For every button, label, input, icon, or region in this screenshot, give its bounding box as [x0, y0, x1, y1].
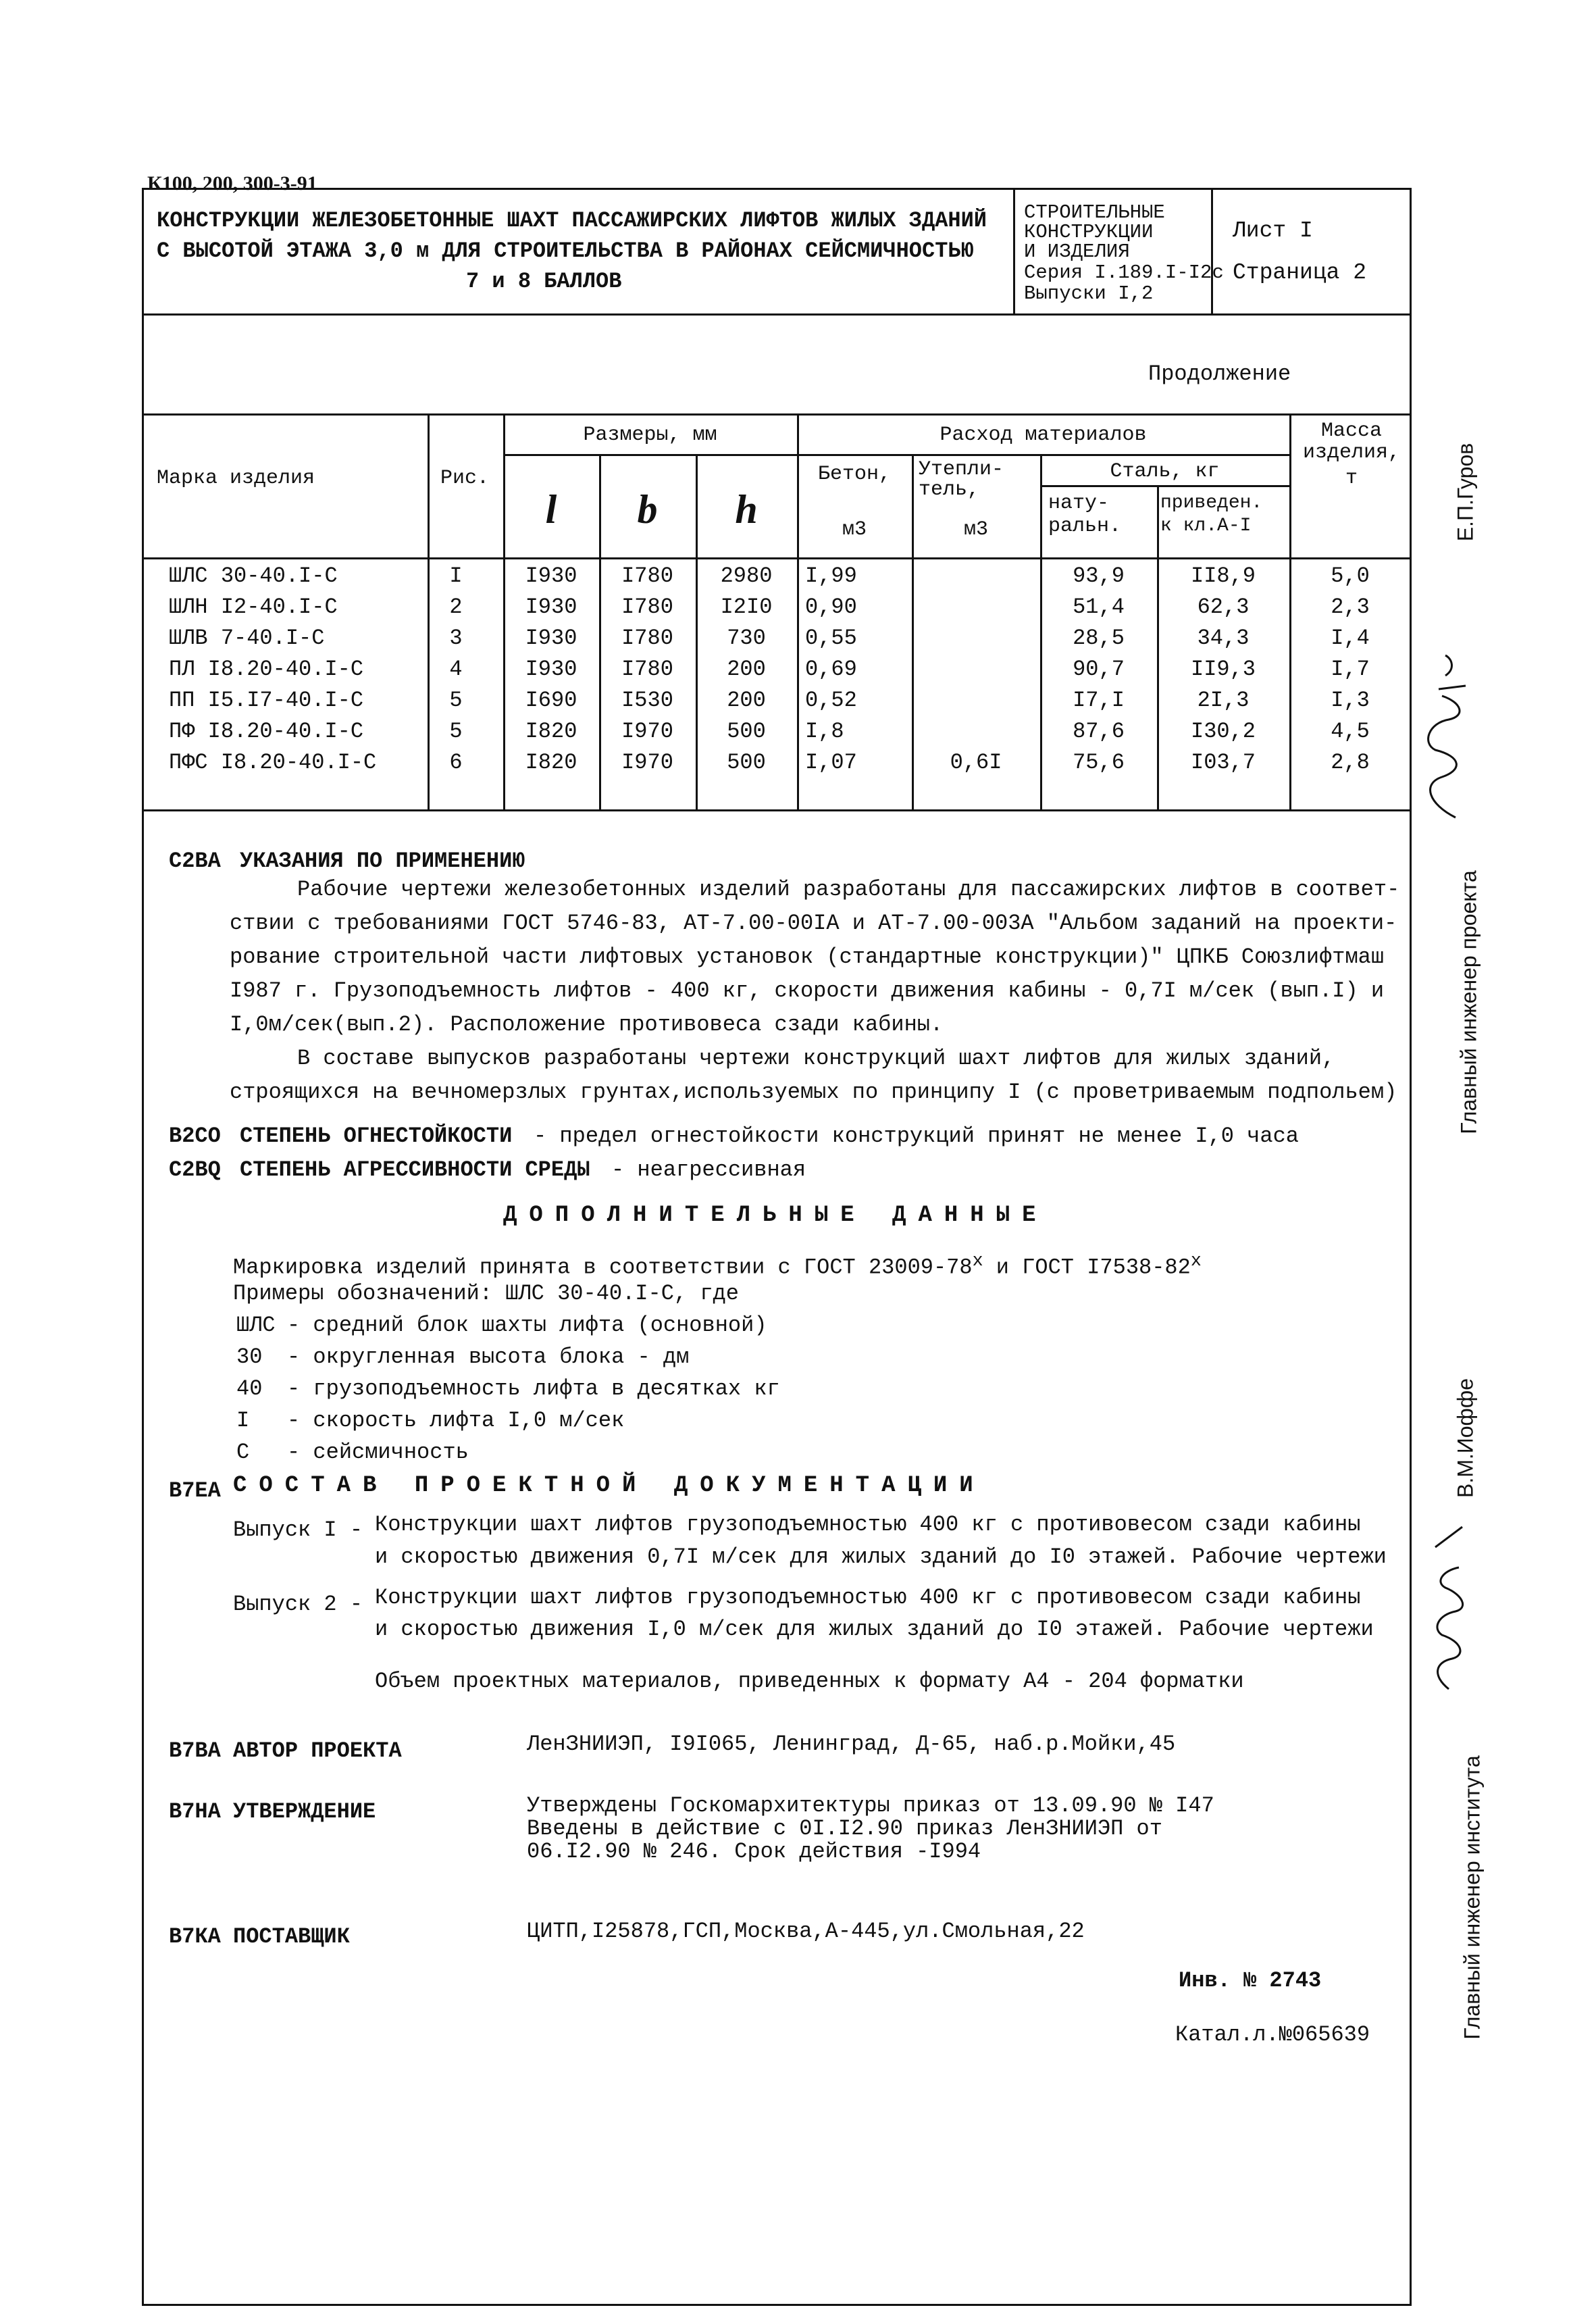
table-cell-l: I930: [525, 595, 577, 620]
legend-key: С: [236, 1440, 250, 1465]
side-role-1: Главный инженер проекта: [1456, 870, 1481, 1134]
marking-text: Маркировка изделий принята в соответствии с ГОСТ 23009-78: [233, 1255, 973, 1280]
table-cell-concrete: I,99: [805, 563, 857, 588]
legend-value: - сейсмичность: [287, 1440, 469, 1465]
table-cell-l: I820: [525, 750, 577, 775]
table-cell-h: 200: [727, 657, 766, 682]
table-cell-mass: 2,8: [1331, 750, 1370, 775]
supplier-code: В7КА: [169, 1924, 221, 1949]
column-l: [507, 561, 596, 778]
table-cell-steel-red: 2I,3: [1197, 688, 1250, 713]
series-line-5: Выпуски I,2: [1024, 282, 1154, 305]
table-cell-l: I930: [525, 657, 577, 682]
approval-line: Введены в действие с 0I.I2.90 приказ ЛенЗНИИЭП от: [527, 1816, 1162, 1841]
table-cell-concrete: I,8: [805, 719, 844, 744]
th-steel-red: приведен. к кл.А-I: [1160, 493, 1263, 536]
table-cell-h: I2I0: [720, 595, 773, 620]
table-cell-mass: I,4: [1331, 626, 1370, 651]
series-line-3: И ИЗДЕЛИЯ: [1024, 241, 1130, 263]
table-cell-b: I780: [621, 563, 673, 588]
usage-line: рование строительной части лифтовых установок (стандартные конструкции)" ЦПКБ Союзлифтмаш: [230, 945, 1385, 970]
header-divider-2: [1211, 188, 1213, 314]
table-cell-fig: 2: [449, 595, 463, 620]
table-cell-concrete: 0,55: [805, 626, 857, 651]
author-text: ЛенЗНИИЭП, I9I065, Ленинград, Д-65, наб.р.Мойки,45: [527, 1732, 1176, 1757]
col-line-2: [503, 413, 505, 809]
table-rule-subheader: [503, 454, 1289, 456]
issue-2-line-1: Конструкции шахт лифтов грузоподъемностью 400 кг с противовесом сзади кабины: [375, 1585, 1361, 1610]
th-insul-unit: м3: [963, 518, 988, 541]
table-cell-steel-red: I03,7: [1190, 750, 1256, 775]
table-rule-steel: [1040, 485, 1289, 487]
fire-code: В2СО: [169, 1124, 221, 1149]
table-cell-mark: ПФС I8.20-40.I-С: [169, 750, 377, 775]
table-cell-h: 500: [727, 719, 766, 744]
title-line-1: КОНСТРУКЦИИ ЖЕЛЕЗОБЕТОННЫЕ ШАХТ ПАССАЖИРСКИХ ЛИФТОВ ЖИЛЫХ ЗДАНИЙ: [157, 208, 987, 233]
doc-code: К100, 200, 300-3-91: [147, 172, 317, 195]
table-cell-mark: ПФ I8.20-40.I-С: [169, 719, 364, 744]
usage-line: строящихся на вечномерзлых грунтах,используемых по принципу I (с проветриваемым подпольем): [230, 1080, 1397, 1105]
table-cell-steel-nat: 93,9: [1073, 563, 1125, 588]
col-line-8: [1157, 485, 1159, 809]
usage-line: В составе выпусков разработаны чертежи конструкций шахт лифтов для жилых зданий,: [297, 1046, 1335, 1071]
table-cell-steel-nat: 90,7: [1073, 657, 1125, 682]
col-line-6: [912, 454, 914, 809]
composition-heading: СОСТАВ ПРОЕКТНОЙ ДОКУМЕНТАЦИИ: [233, 1473, 985, 1499]
table-cell-mark: ПП I5.I7-40.I-С: [169, 688, 364, 713]
th-steel: Сталь, кг: [1110, 460, 1220, 483]
table-cell-b: I780: [621, 595, 673, 620]
table-cell-fig: 5: [449, 688, 463, 713]
table-cell-l: I930: [525, 563, 577, 588]
side-role-2: Главный инженер института: [1460, 1755, 1485, 2040]
th-steel-nat: нату- ральн.: [1048, 492, 1122, 538]
supplier-heading: ПОСТАВЩИК: [233, 1924, 350, 1949]
table-cell-insul: [915, 685, 1037, 716]
fire-heading: СТЕПЕНЬ ОГНЕСТОЙКОСТИ: [240, 1124, 513, 1149]
table-cell-mark: ШЛВ 7-40.I-С: [169, 626, 325, 651]
table-cell-insul: [915, 592, 1037, 623]
column-insul: [915, 561, 1037, 778]
legend-key: 30: [236, 1344, 263, 1369]
table-cell-b: I970: [621, 750, 673, 775]
continuation-label: Продолжение: [1148, 361, 1291, 386]
sheet-number: Лист I: [1233, 218, 1313, 243]
th-dim-h: h: [735, 487, 758, 532]
aggr-heading: СТЕПЕНЬ АГРЕССИВНОСТИ СРЕДЫ: [240, 1157, 590, 1182]
header-bottom-rule: [142, 313, 1412, 316]
table-cell-h: 500: [727, 750, 766, 775]
table-cell-fig: 6: [449, 750, 463, 775]
side-name-1: Е.П.Гуров: [1453, 443, 1478, 542]
composition-code: В7ЕА: [169, 1478, 221, 1503]
th-mass-unit: т: [1345, 467, 1358, 490]
column-fig: [436, 561, 476, 778]
extra-heading: ДОПОЛНИТЕЛЬНЫЕ ДАННЫЕ: [503, 1203, 1048, 1228]
author-heading: АВТОР ПРОЕКТА: [233, 1738, 402, 1763]
table-cell-fig: 3: [449, 626, 463, 651]
usage-line: I987 г. Грузоподъемность лифтов - 400 кг, скорости движения кабины - 0,7I м/сек (вып.I) и: [230, 978, 1385, 1003]
header-divider-1: [1013, 188, 1015, 314]
table-cell-fig: 5: [449, 719, 463, 744]
th-concrete: Бетон,: [817, 463, 892, 486]
table-cell-l: I930: [525, 626, 577, 651]
author-code: В7ВА: [169, 1738, 221, 1763]
column-mass: [1293, 561, 1408, 778]
table-cell-mass: 4,5: [1331, 719, 1370, 744]
issue-2-label: Выпуск 2 -: [233, 1592, 363, 1617]
th-concrete-unit: м3: [842, 518, 867, 541]
table-cell-mass: 2,3: [1331, 595, 1370, 620]
table-cell-steel-nat: 75,6: [1073, 750, 1125, 775]
example-line: Примеры обозначений: ШЛС 30-40.I-С, где: [233, 1281, 739, 1306]
table-cell-steel-nat: 28,5: [1073, 626, 1125, 651]
table-cell-concrete: 0,90: [805, 595, 857, 620]
legend-value: - средний блок шахты лифта (основной): [287, 1313, 767, 1338]
approval-line: Утверждены Госкомархитектуры приказ от 13.09.90 № I47: [527, 1793, 1214, 1818]
series-line-2: КОНСТРУКЦИИ: [1024, 221, 1154, 243]
table-cell-mass: I,7: [1331, 657, 1370, 682]
table-cell-insul: [915, 654, 1037, 685]
issue-1-line-1: Конструкции шахт лифтов грузоподъемностью 400 кг с противовесом сзади кабины: [375, 1512, 1361, 1537]
table-cell-concrete: I,07: [805, 750, 857, 775]
table-cell-insul: [915, 561, 1037, 592]
table-cell-mass: 5,0: [1331, 563, 1370, 588]
th-mass: Масса изделия,: [1302, 420, 1401, 464]
series-line-4: Серия I.189.I-I2с: [1024, 261, 1224, 284]
table-top-rule: [142, 413, 1412, 416]
th-fig: Рис.: [440, 467, 490, 490]
series-line-1: СТРОИТЕЛЬНЫЕ: [1024, 201, 1165, 224]
side-name-2: В.М.Иоффе: [1453, 1378, 1478, 1499]
fire-text: - предел огнестойкости конструкций принят не менее I,0 часа: [534, 1124, 1299, 1149]
legend-value: - скорость лифта I,0 м/сек: [287, 1408, 625, 1433]
legend-key: ШЛС: [236, 1313, 276, 1338]
table-cell-steel-red: 62,3: [1197, 595, 1250, 620]
table-cell-steel-red: 34,3: [1197, 626, 1250, 651]
table-cell-mark: ПЛ I8.20-40.I-С: [169, 657, 364, 682]
table-cell-fig: 4: [449, 657, 463, 682]
th-insul: Утепли- тель,: [919, 458, 1004, 501]
table-cell-b: I780: [621, 626, 673, 651]
th-dim-l: l: [545, 487, 557, 532]
table-cell-h: 200: [727, 688, 766, 713]
table-cell-steel-nat: 51,4: [1073, 595, 1125, 620]
table-cell-l: I820: [525, 719, 577, 744]
table-cell-mark: ШЛН I2-40.I-С: [169, 595, 338, 620]
volume-line: Объем проектных материалов, приведенных к формату А4 - 204 форматки: [375, 1669, 1244, 1694]
approval-heading: УТВЕРЖДЕНИЕ: [233, 1799, 376, 1824]
marking-mid: и ГОСТ I7538-82: [983, 1255, 1191, 1280]
page-number: Страница 2: [1233, 260, 1367, 285]
table-cell-steel-nat: I7,I: [1073, 688, 1125, 713]
column-mark: [169, 561, 426, 778]
column-steel-nat: [1044, 561, 1154, 778]
column-h: [699, 561, 794, 778]
marking-sup-1: х: [972, 1251, 983, 1272]
issue-2-line-2: и скоростью движения I,0 м/сек для жилых зданий до I0 этажей. Рабочие чертежи: [375, 1617, 1374, 1642]
table-cell-steel-nat: 87,6: [1073, 719, 1125, 744]
usage-line: I,0м/сек(вып.2). Расположение противовеса сзади кабины.: [230, 1012, 944, 1037]
th-materials: Расход материалов: [939, 424, 1147, 447]
column-b: [602, 561, 692, 778]
signature-2-image: [1422, 1520, 1476, 1696]
th-dim-b: b: [637, 487, 658, 532]
table-cell-steel-red: II8,9: [1190, 563, 1256, 588]
legend-value: - грузоподъемность лифта в десятках кг: [287, 1376, 780, 1401]
table-bottom-rule: [142, 809, 1412, 811]
title-line-2: С ВЫСОТОЙ ЭТАЖА 3,0 м ДЛЯ СТРОИТЕЛЬСТВА В РАЙОНАХ СЕЙСМИЧНОСТЬЮ: [157, 238, 974, 263]
inventory-number: Инв. № 2743: [1179, 1968, 1322, 1993]
usage-code: С2ВА: [169, 849, 221, 874]
usage-line: ствии с требованиями ГОСТ 5746-83, АТ-7.00-00IА и АТ-7.00-003А "Альбом заданий на проекти-: [230, 911, 1397, 936]
legend-key: 40: [236, 1376, 263, 1401]
table-cell-b: I970: [621, 719, 673, 744]
table-cell-b: I530: [621, 688, 673, 713]
title-line-3: 7 и 8 БАЛЛОВ: [466, 269, 622, 294]
table-cell-h: 730: [727, 626, 766, 651]
aggr-code: С2ВQ: [169, 1157, 221, 1182]
catalog-number: Катал.л.№065639: [1175, 2022, 1370, 2047]
table-cell-h: 2980: [720, 563, 773, 588]
col-line-7: [1040, 454, 1042, 809]
approval-code: В7НА: [169, 1799, 221, 1824]
table-cell-concrete: 0,69: [805, 657, 857, 682]
table-cell-concrete: 0,52: [805, 688, 857, 713]
table-cell-l: I690: [525, 688, 577, 713]
th-mark: Марка изделия: [157, 467, 315, 490]
column-concrete: [805, 561, 906, 778]
aggr-text: - неагрессивная: [611, 1157, 806, 1182]
approval-line: 06.I2.90 № 246. Срок действия -I994: [527, 1839, 981, 1864]
issue-1-label: Выпуск I -: [233, 1517, 363, 1542]
table-header-bottom-rule: [142, 557, 1412, 559]
usage-heading: УКАЗАНИЯ ПО ПРИМЕНЕНИЮ: [240, 849, 525, 874]
signature-1-image: [1415, 649, 1476, 824]
th-sizes: Размеры, мм: [583, 424, 717, 447]
table-cell-fig: I: [449, 563, 463, 588]
legend-key: I: [236, 1408, 250, 1433]
table-cell-b: I780: [621, 657, 673, 682]
table-cell-insul: 0,6I: [950, 750, 1002, 775]
table-cell-steel-red: II9,3: [1190, 657, 1256, 682]
legend-value: - округленная высота блока - дм: [287, 1344, 690, 1369]
marking-sup-2: х: [1190, 1251, 1202, 1272]
supplier-text: ЦИТП,I25878,ГСП,Москва,А-445,ул.Смольная,22: [527, 1919, 1085, 1944]
table-cell-mass: I,3: [1331, 688, 1370, 713]
usage-line: Рабочие чертежи железобетонных изделий разработаны для пассажирских лифтов в соответ-: [297, 877, 1400, 902]
table-cell-mark: ШЛС 30-40.I-С: [169, 563, 338, 588]
table-cell-insul: [915, 623, 1037, 654]
table-cell-steel-red: I30,2: [1190, 719, 1256, 744]
col-line-1: [428, 413, 430, 809]
column-steel-red: [1160, 561, 1286, 778]
issue-1-line-2: и скоростью движения 0,7I м/сек для жилых зданий до I0 этажей. Рабочие чертежи: [375, 1544, 1387, 1569]
table-cell-insul: [915, 716, 1037, 747]
